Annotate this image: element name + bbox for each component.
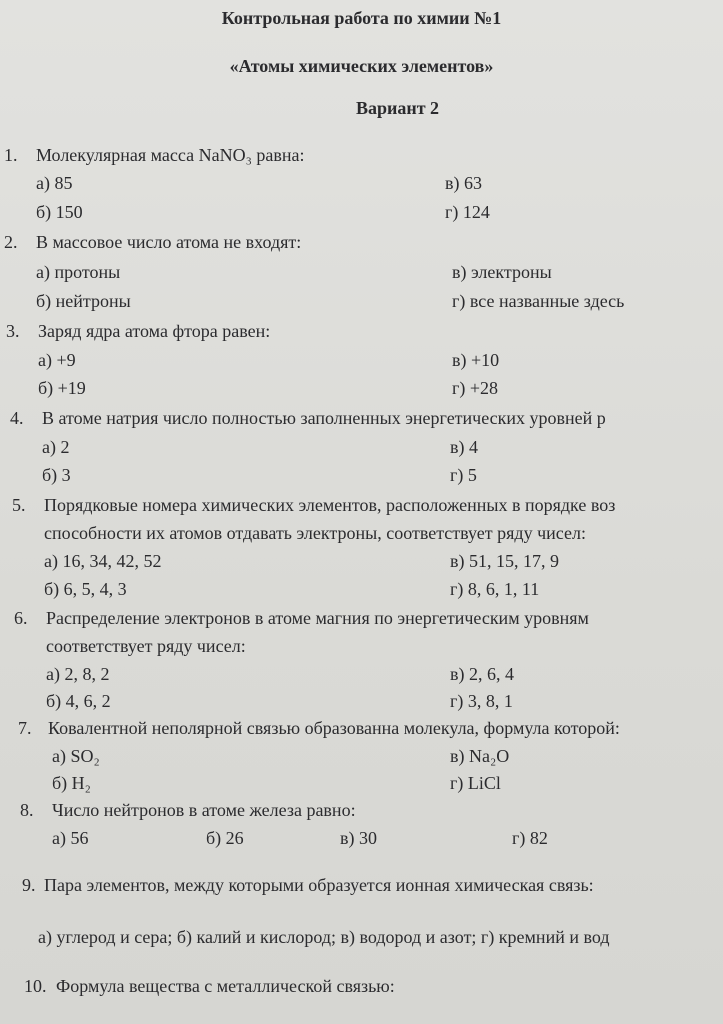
option-b: б) H₂ [52,773,91,793]
question-number: 3. [6,321,20,341]
worksheet-title: Контрольная работа по химии №1 [221,8,502,28]
worksheet-subtitle: «Атомы химических элементов» [229,56,494,76]
option-a: а) +9 [38,350,76,370]
option-a: а) 2, 8, 2 [46,664,110,684]
question-text: В массовое число атома не входят: [36,232,302,252]
question-text: Пара элементов, между которыми образуется ионная химическая связь: [44,875,594,895]
option-b: б) 3 [42,465,71,485]
option-b: б) 4, 6, 2 [46,691,111,711]
question-text: Число нейтронов в атоме железа равно: [52,800,356,820]
question-number: 9. [22,875,36,895]
question-text: Молекулярная масса NaNO₃ равна: [36,145,305,165]
question-text: Формула вещества с металлической связью: [56,976,395,996]
question-number: 6. [14,608,28,628]
option-d: г) 3, 8, 1 [450,691,513,711]
option-b: б) 6, 5, 4, 3 [44,579,127,599]
option-b: б) 150 [36,202,83,222]
question-text: Заряд ядра атома фтора равен: [38,321,271,341]
option-c: в) Na₂O [450,746,510,766]
option-c: в) +10 [452,350,500,370]
question-text: Ковалентной неполярной связью образованна молекула, формула которой: [48,718,620,738]
option-d: г) 8, 6, 1, 11 [450,579,540,599]
question-text-continued: соответствует ряду чисел: [46,636,246,656]
option-c: в) 30 [340,828,377,848]
option-b: б) +19 [38,378,86,398]
question-text: Порядковые номера химических элементов, расположенных в порядке воз [44,495,616,515]
option-d: г) 5 [450,465,477,485]
question-number: 8. [20,800,34,820]
question-number: 2. [4,232,18,252]
option-c: в) 63 [445,173,482,193]
option-a: а) 85 [36,173,73,193]
option-a: а) 56 [52,828,89,848]
option-a: а) протоны [36,262,121,282]
option-a: а) 2 [42,437,70,457]
question-text: В атоме натрия число полностью заполненных энергетических уровней р [42,408,606,428]
question-text-continued: способности их атомов отдавать электроны, соответствует ряду чисел: [44,523,586,543]
question-number: 4. [10,408,24,428]
option-d: г) 82 [512,828,548,848]
option-c: в) 51, 15, 17, 9 [450,551,559,571]
option-d: г) все названные здесь [452,291,625,311]
option-b: б) 26 [206,828,244,848]
option-c: в) электроны [452,262,552,282]
question-number: 5. [12,495,26,515]
option-a: а) 16, 34, 42, 52 [44,551,162,571]
options-line: а) углерод и сера; б) калий и кислород; в) водород и азот; г) кремний и вод [38,927,610,947]
option-c: в) 4 [450,437,478,457]
option-d: г) 124 [445,202,490,222]
option-d: г) +28 [452,378,499,398]
option-a: а) SO₂ [52,746,100,766]
question-number: 10. [24,976,47,996]
question-number: 7. [18,718,32,738]
question-text: Распределение электронов в атоме магния по энергетическим уровням [46,608,589,628]
option-b: б) нейтроны [36,291,131,311]
option-c: в) 2, 6, 4 [450,664,514,684]
option-d: г) LiCl [450,773,501,793]
variant-label: Вариант 2 [355,98,440,118]
question-number: 1. [4,145,18,165]
